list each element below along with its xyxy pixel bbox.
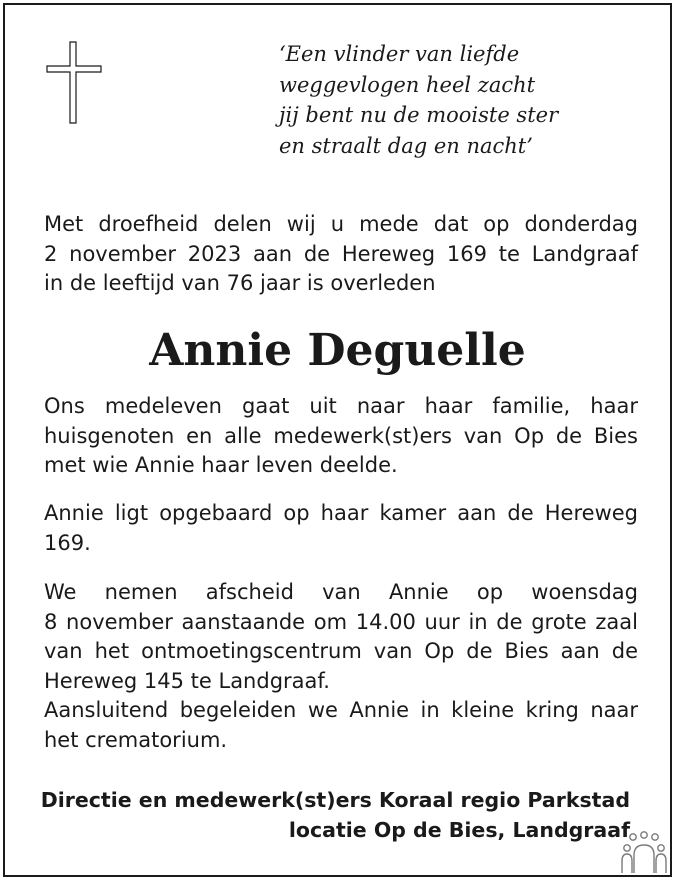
poem-line: ‘Een vlinder van liefde [279, 42, 520, 66]
cremation-paragraph [44, 696, 638, 755]
obituary-card [3, 3, 672, 877]
condolence-paragraph [44, 392, 638, 481]
farewell-paragraph [44, 578, 638, 696]
intro-line: in de leeftijd van 76 jaar is overleden [44, 271, 436, 295]
intro-line: 2 november 2023 aan de Hereweg 169 te Landgraaf [44, 241, 638, 266]
signature-line: locatie Op de Bies, Landgraaf [288, 818, 630, 842]
cremation-line: Aansluitend begeleiden we Annie in kleine kring naar [44, 698, 638, 722]
farewell-line: We nemen afscheid van Annie op woensdag [44, 580, 638, 604]
cross-icon [45, 41, 103, 125]
farewell-line: Hereweg 145 te Landgraaf. [44, 668, 330, 693]
intro-line: Met droefheid delen wij u mede dat op donderdag [44, 212, 638, 236]
condolence-line: met wie Annie haar leven deelde. [44, 453, 398, 477]
deceased-name: Annie Deguelle [149, 325, 526, 376]
poem-line: jij bent nu de mooiste ster [279, 103, 559, 127]
condolence-line: Ons medeleven gaat uit naar haar familie, haar [44, 394, 638, 418]
poem-line: weggevlogen heel zacht [279, 72, 536, 97]
farewell-line: van het ontmoetingscentrum van Op de Bies aan de [44, 639, 638, 663]
cremation-line: het crematorium. [44, 727, 228, 752]
intro-paragraph [44, 210, 638, 299]
viewing-line: Annie ligt opgebaard op haar kamer aan de Hereweg [44, 501, 638, 525]
viewing-line: 169. [44, 530, 91, 555]
people-logo-icon [619, 831, 669, 875]
poem [279, 39, 558, 161]
signature [41, 785, 630, 845]
farewell-line: 8 november aanstaande om 14.00 uur in de grote zaal [44, 609, 638, 634]
condolence-line: huisgenoten en alle medewerk(st)ers van Op de Bies [44, 423, 638, 448]
signature-line: Directie en medewerk(st)ers Koraal regio Parkstad [40, 788, 630, 812]
viewing-paragraph [44, 499, 638, 558]
poem-line: en straalt dag en nacht’ [279, 133, 533, 158]
